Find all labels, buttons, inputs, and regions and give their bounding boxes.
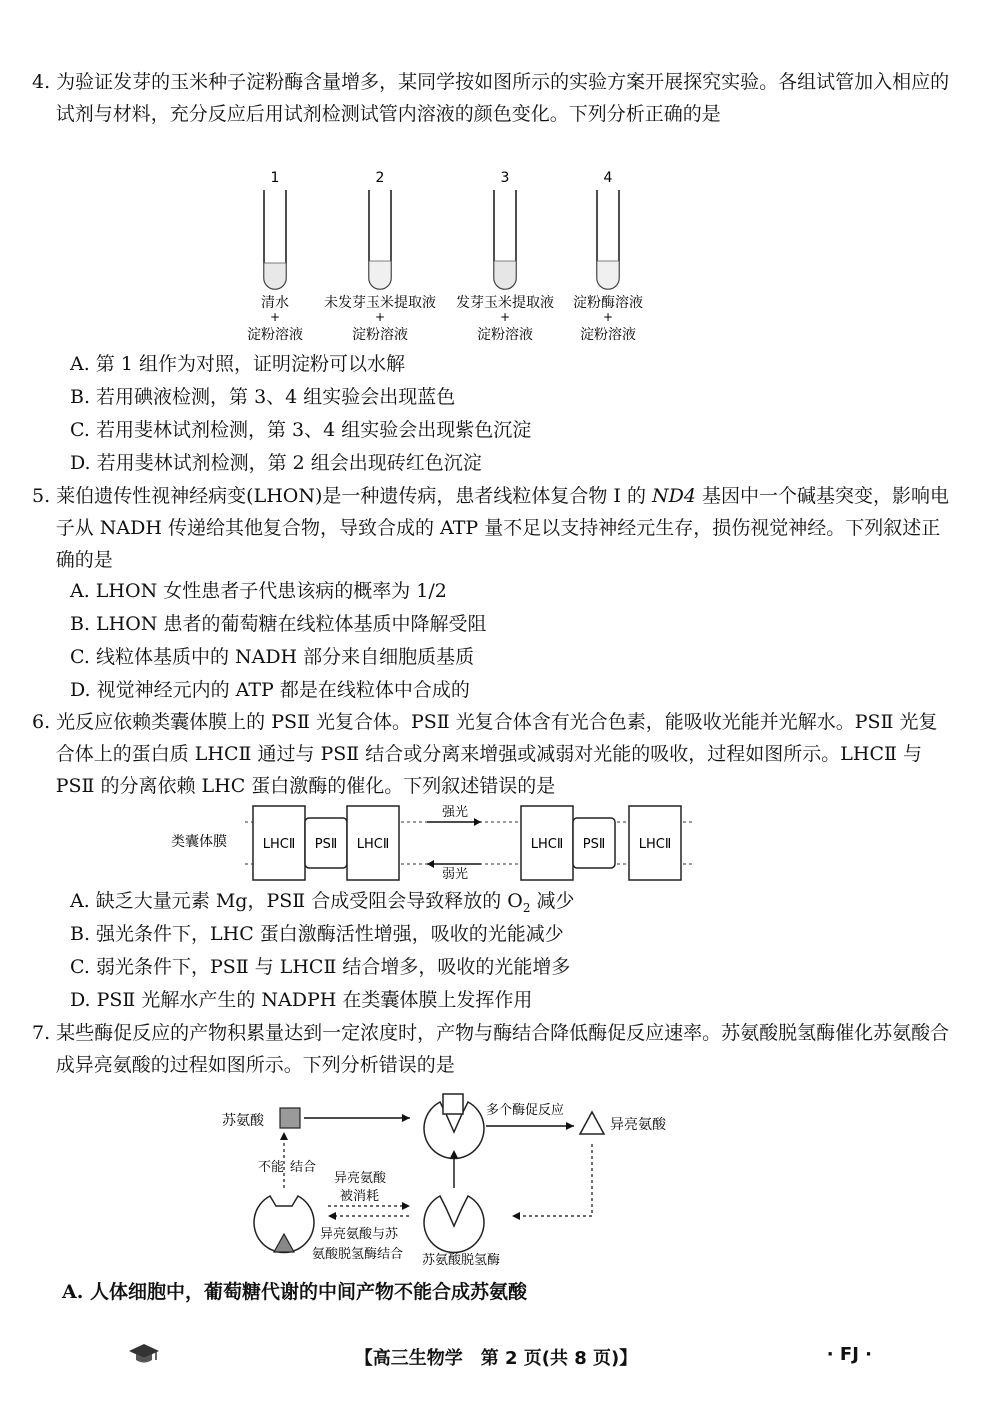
ps-label: PSⅡ <box>314 837 338 852</box>
cannot-label: 不能 <box>258 1160 285 1175</box>
q4-option-d: D. 若用斐林试剂检测，第 2 组会出现砖红色沉淀 <box>70 452 482 474</box>
q5-stem-part2: 基因中一个碱基突变，影响电子从 NADH 传递给其他复合物，导致合成的 ATP 量不足以支持神经元生存，损伤视觉神经。下列叙述正确的是 <box>55 485 950 571</box>
enzyme-label: 苏氨酸脱氢酶 <box>422 1253 501 1268</box>
lhc-ps-diagram <box>165 800 745 884</box>
consumed-label-1: 异亮氨酸 <box>334 1171 387 1186</box>
q5-option-d: D. 视觉神经元内的 ATP 都是在线粒体中合成的 <box>70 679 470 701</box>
enzyme-feedback-diagram <box>218 1088 688 1270</box>
weak-light-label: 弱光 <box>441 867 469 882</box>
question-4-stem: 4. 为验证发芽的玉米种子淀粉酶含量增多，某同学按如图所示的实验方案开展探究实验。各组试管加入相应的试剂与材料，充分反应后用试剂检测试管内溶液的颜色变化。下列分析正确的是 <box>32 71 950 125</box>
question-4 <box>32 66 952 130</box>
q6-option-b: B. 强光条件下，LHC 蛋白激酶活性增强，吸收的光能减少 <box>70 923 564 945</box>
test-tube-4 <box>573 170 643 343</box>
test-tube-3 <box>456 170 554 343</box>
tube-number: 3 <box>500 170 510 186</box>
threonine-label: 苏氨酸 <box>222 1113 264 1129</box>
enzyme-substrate-complex <box>424 1094 484 1159</box>
question-7-stem: 7. 某些酶促反应的产物积累量达到一定浓度时，产物与酶结合降低酶促反应速率。苏氨酸脱氢酶催化苏氨酸合成异亮氨酸的过程如图所示。下列分析错误的是 <box>32 1022 950 1076</box>
isoleucine-triangle <box>580 1112 604 1134</box>
question-5-stem <box>32 480 952 576</box>
q7-option-a: A. 人体细胞中，葡萄糖代谢的中间产物不能合成苏氨酸 <box>62 1281 527 1303</box>
strong-light-label: 强光 <box>441 805 469 820</box>
lhc-label: LHCⅡ <box>638 837 672 852</box>
tube-label-line3: 淀粉溶液 <box>247 327 303 343</box>
lhc-label: LHCⅡ <box>530 837 564 852</box>
tube-label-plus: + <box>602 310 614 324</box>
question-7 <box>32 1017 952 1081</box>
test-tube-1 <box>247 170 303 343</box>
test-tube-2 <box>324 170 436 343</box>
q6-option-a-text: A. 缺乏大量元素 Mg，PSⅡ 合成受阻会导致释放的 O <box>70 890 523 912</box>
tube-label-line1: 未发芽玉米提取液 <box>324 295 436 311</box>
tube-label-line1: 清水 <box>261 295 289 311</box>
multi-reaction-label: 多个酶促反应 <box>486 1103 565 1118</box>
tube-label-line3: 淀粉溶液 <box>352 327 408 343</box>
inhibited-enzyme <box>254 1196 314 1253</box>
lhc-label: LHCⅡ <box>356 837 390 852</box>
page-footer <box>0 1338 992 1378</box>
q6-option-d: D. PSⅡ 光解水产生的 NADPH 在类囊体膜上发挥作用 <box>70 989 533 1011</box>
q6-option-a-tail: 减少 <box>530 890 575 912</box>
question-6-stem: 6. 光反应依赖类囊体膜上的 PSⅡ 光复合体。PSⅡ 光复合体含有光合色素，能吸收光能并光解水。PSⅡ 光复合体上的蛋白质 LHCⅡ 通过与 PSⅡ 结合或分离来增强或减弱对光能的吸收，过程如图所示。LHCⅡ 与 PSⅡ 的分离依赖 LHC 蛋白激酶的催化。下列叙述错误的是 <box>32 711 938 797</box>
tube-number: 2 <box>375 170 385 186</box>
question-6 <box>32 706 952 802</box>
separated-complex <box>521 806 681 880</box>
tube-number: 1 <box>270 170 280 186</box>
lhc-label: LHCⅡ <box>262 837 296 852</box>
q6-option-a-subscript: 2 <box>522 900 531 915</box>
q6-option-c: C. 弱光条件下，PSⅡ 与 LHCⅡ 结合增多，吸收的光能增多 <box>70 956 571 978</box>
free-enzyme <box>424 1196 484 1253</box>
q5-option-a: A. LHON 女性患者子代患该病的概率为 1/2 <box>70 580 447 602</box>
bind-label: 结合 <box>290 1160 317 1175</box>
q5-gene-name: ND4 <box>652 485 696 507</box>
q4-option-c: C. 若用斐林试剂检测，第 3、4 组实验会出现紫色沉淀 <box>70 419 532 441</box>
tube-label-line3: 淀粉溶液 <box>580 327 636 343</box>
tube-label-line1: 发芽玉米提取液 <box>456 295 554 311</box>
tube-label-plus: + <box>499 310 511 324</box>
q5-stem-part1: 5. 莱伯遗传性视神经病变(LHON)是一种遗传病，患者线粒体复合物 Ⅰ 的 <box>32 485 653 507</box>
combo-label-2: 氨酸脱氢酶结合 <box>312 1247 404 1262</box>
question-5 <box>32 480 952 576</box>
tube-label-line3: 淀粉溶液 <box>477 327 533 343</box>
tube-label-plus: + <box>374 310 386 324</box>
ps-label: PSⅡ <box>582 837 606 852</box>
q5-option-c: C. 线粒体基质中的 NADH 部分来自细胞质基质 <box>70 646 475 668</box>
footer-page-info: 【高三生物学 第 2 页(共 8 页)】 <box>354 1348 638 1369</box>
membrane-label: 类囊体膜 <box>171 834 227 850</box>
tube-label-line1: 淀粉酶溶液 <box>573 295 643 311</box>
tube-label-plus: + <box>269 310 281 324</box>
q4-option-a: A. 第 1 组作为对照，证明淀粉可以水解 <box>70 353 405 375</box>
isoleucine-label: 异亮氨酸 <box>610 1117 666 1133</box>
threonine-square <box>280 1108 300 1128</box>
tube-number: 4 <box>603 170 613 186</box>
bound-complex <box>253 806 399 880</box>
q5-option-b: B. LHON 患者的葡萄糖在线粒体基质中降解受阻 <box>70 613 487 635</box>
test-tube-diagram <box>230 168 690 348</box>
q4-option-b: B. 若用碘液检测，第 3、4 组实验会出现蓝色 <box>70 386 456 408</box>
consumed-label-2: 被消耗 <box>340 1189 380 1204</box>
footer-region-code: · FJ · <box>826 1344 872 1365</box>
combo-label-1: 异亮氨酸与苏 <box>320 1227 399 1242</box>
